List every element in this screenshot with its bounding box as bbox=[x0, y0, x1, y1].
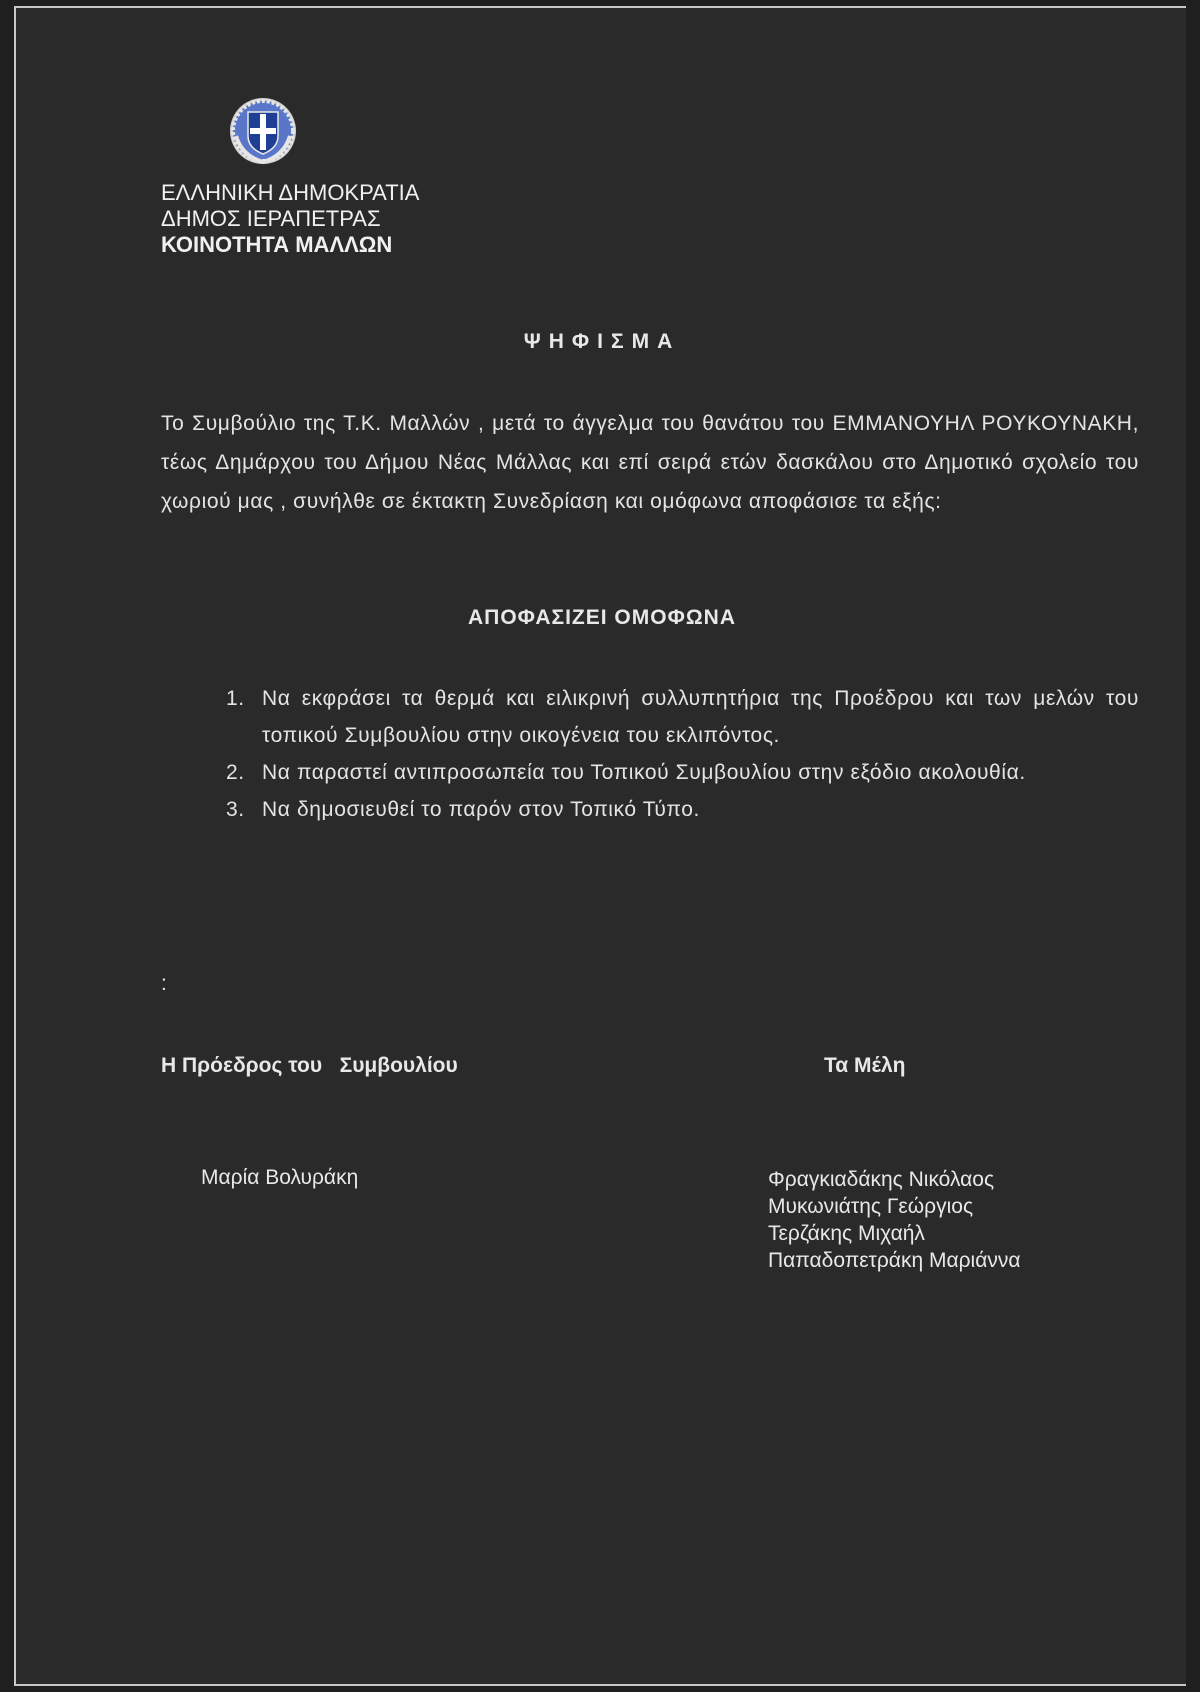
member-name: Φραγκιαδάκης Νικόλαος bbox=[768, 1168, 995, 1191]
decision-heading: ΑΠΟΦΑΣΙΖΕΙ ΟΜΟΦΩΝΑ bbox=[467, 606, 736, 629]
item-number: 2. bbox=[226, 761, 245, 784]
document-title: ΨΗΦΙΣΜΑ bbox=[523, 330, 681, 353]
members-title: Τα Μέλη bbox=[824, 1054, 906, 1077]
list-item bbox=[226, 754, 1139, 791]
member-name: Τερζάκης Μιχαήλ bbox=[768, 1222, 925, 1245]
item-text: Να δημοσιευθεί το παρόν στον Τοπικό Τύπο. bbox=[262, 798, 700, 821]
colon-mark: : bbox=[161, 972, 167, 995]
header-municipality: ΔΗΜΟΣ ΙΕΡΑΠΕΤΡΑΣ bbox=[161, 206, 381, 231]
item-number: 3. bbox=[226, 798, 245, 821]
member-name: Μυκωνιάτης Γεώργιος bbox=[768, 1195, 974, 1218]
greek-coat-of-arms-icon bbox=[228, 96, 298, 166]
president-name: Μαρία Βολυράκη bbox=[201, 1166, 359, 1189]
resolution-body: Το Συμβούλιο της Τ.Κ. Μαλλών , μετά το άγγελμα του θανάτου του ΕΜΜΑΝΟΥΗΛ ΡΟΥΚΟΥΝΑΚΗ, τέως Δημάρχου του Δήμου Νέας Μάλλας και επί σειρά ετών δασκάλου στο Δημοτικό σχολείο του χωριού μας , συνήλθε σε έκτακτη Συνεδρίαση και ομόφωνα αποφάσισε τα εξής: bbox=[161, 412, 1139, 513]
members-list bbox=[768, 1166, 1020, 1274]
document-page bbox=[14, 6, 1186, 1686]
president-title: Η Πρόεδρος του Συμβουλίου bbox=[161, 1054, 458, 1077]
member-name: Παπαδοπετράκη Μαριάννα bbox=[768, 1249, 1021, 1272]
item-number: 1. bbox=[226, 687, 245, 710]
decision-list bbox=[226, 680, 1139, 828]
list-item bbox=[226, 791, 1139, 828]
list-item bbox=[226, 680, 1139, 754]
header-country: ΕΛΛΗΝΙΚΗ ΔΗΜΟΚΡΑΤΙΑ bbox=[161, 180, 420, 205]
issuer-header bbox=[161, 180, 419, 258]
header-community: ΚΟΙΝΟΤΗΤΑ ΜΑΛΛΩΝ bbox=[161, 232, 393, 257]
item-text: Να εκφράσει τα θερμά και ειλικρινή συλλυπητήρια της Προέδρου και των μελών του τοπικού Συμβουλίου στην οικογένεια του εκλιπόντος. bbox=[262, 687, 1139, 747]
item-text: Να παραστεί αντιπροσωπεία του Τοπικού Συμβουλίου στην εξόδιο ακολουθία. bbox=[262, 761, 1026, 784]
